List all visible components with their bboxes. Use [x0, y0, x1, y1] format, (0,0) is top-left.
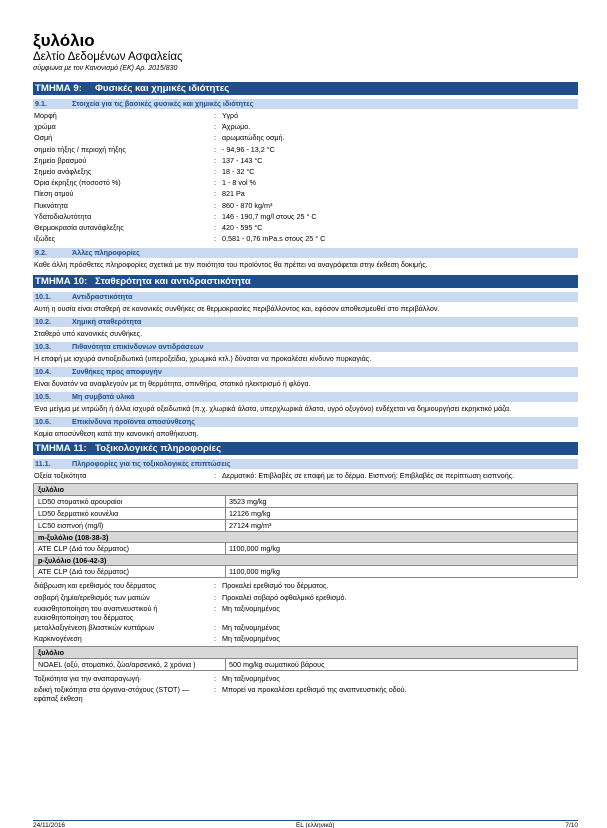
footer-date: 24/11/2016	[33, 822, 66, 828]
subsection-11-1: 11.1. Πληροφορίες για τις τοξικολογικές επιπτώσεις	[33, 459, 578, 469]
stability-list	[33, 292, 578, 438]
property-value: 146 - 190,7 mg/l στους 25 ° C	[222, 211, 317, 221]
table-cell-value: 1100,000 mg/kg	[229, 544, 281, 554]
property-label: Θερμοκρασία αυτανάφλεξης	[34, 222, 124, 232]
property-row: σημείο τήξης / περιοχή τήξης : - 94,96 - 13,2 °C	[33, 144, 578, 155]
property-value: αρωματώδης οσμή.	[222, 133, 285, 143]
document-subtitle: Δελτίο Δεδομένων Ασφαλείας	[33, 51, 183, 63]
property-label: Τοξικότητα για την αναπαραγωγή·	[34, 674, 142, 684]
table-group-m-xylene: m-ξυλόλιο (108-38-3)	[34, 531, 577, 542]
subsection-text: Αυτή η ουσία είναι σταθερή σε κανονικές συνθήκες σε θερμοκρασίες περιβάλλοντος και, εφόσον αποθεσμευθεί στο περιβάλλον.	[34, 304, 440, 314]
property-row: Υδατοδιαλυτότητα : 146 - 190,7 mg/l στους 25 ° C	[33, 211, 578, 222]
property-value: 860 - 870 kg/m³	[222, 200, 273, 210]
property-value: 137 - 143 °C	[222, 155, 263, 165]
subsection-text: Σταθερό υπό κανονικές συνθήκες.	[34, 329, 143, 339]
property-value: 420 - 595 °C	[222, 222, 263, 232]
property-value: Μη ταξινομημένος	[222, 634, 280, 643]
property-label: διάβρωση και ερεθισμός του δέρματος	[34, 581, 156, 591]
property-row: χρώμα : Άχρωμο.	[33, 121, 578, 132]
table-row	[34, 542, 577, 554]
property-value: Υγρό	[222, 111, 239, 120]
property-label: ευαισθητοποίηση του αναπνευστικού ή ευαισθητοποίηση του δέρματος	[34, 603, 158, 622]
property-row: ιξώδες : 0,581 - 0,76 mPa.s στους 25 ° C	[33, 233, 578, 244]
property-value: - 94,96 - 13,2 °C	[222, 144, 275, 154]
noael-table	[33, 646, 578, 671]
table-cell-label: LC50 εισπνοή (mg/l)	[34, 520, 226, 531]
property-row: Πίεση ατμού : 821 Pa	[33, 188, 578, 199]
subsection-10-1: 10.1. Αντιδραστικότητα	[33, 292, 578, 302]
property-value: Μπορεί να προκαλέσει ερεθισμό της αναπνευστικής οδού.	[222, 685, 407, 695]
property-label: ιξώδες	[34, 234, 56, 244]
property-row: ευαισθητοποίηση του αναπνευστικού ή ευαισθητοποίηση του δέρματος : Μη ταξινομημένος	[33, 603, 578, 622]
property-label: χρώμα	[34, 122, 56, 132]
table-cell-value: 500 mg/kg σωματικού βάρους	[229, 660, 325, 670]
property-row: Οσμή : αρωματώδης οσμή.	[33, 132, 578, 143]
property-label: Πίεση ατμού	[34, 189, 74, 199]
property-label: Σημείο βρασμού	[34, 155, 87, 165]
property-label: Υδατοδιαλυτότητα	[34, 211, 92, 221]
table-cell-value: 27124 mg/m³	[229, 521, 272, 531]
property-value: Μη ταξινομημένος	[222, 674, 280, 684]
property-row: Τοξικότητα για την αναπαραγωγή· : Μη ταξινομημένος	[33, 673, 578, 684]
toxicity-properties-list	[33, 580, 578, 644]
table-row	[34, 519, 577, 531]
section-11-header: ΤΜΗΜΑ 11: Τοξικολογικές πληροφορίες	[33, 442, 578, 455]
acute-toxicity-row: Οξεία τοξικότητα : Δερματικό: Επιβλαβές σε επαφή με το δέρμα. Εισπνοή: Επιβλαβές σε περίπτωση εισπνοής.	[34, 471, 515, 481]
table-group-p-xylene: p-ξυλόλιο (106-42-3)	[34, 554, 577, 565]
subsection-10-6: 10.6. Επικίνδυνα προϊόντα αποσύνθεσης	[33, 417, 578, 427]
property-label: Μορφή	[34, 111, 57, 120]
document-body	[33, 79, 578, 703]
property-label: Οσμή	[34, 133, 53, 143]
table-row	[34, 565, 577, 577]
property-value: Προκαλεί σοβαρό οφθαλμικό ερεθισμό.	[222, 592, 347, 602]
toxicity-table	[33, 483, 578, 578]
table-row	[34, 495, 577, 507]
property-label: Σημείο ανάφλεξης	[34, 166, 92, 176]
property-value: 1 - 8 vol %	[222, 178, 256, 188]
table-cell-value: 12126 mg/kg	[229, 509, 271, 519]
regulation-line: σύμφωνα με τον Κανονισμό (ΕΚ) Αρ. 2015/830	[33, 65, 178, 72]
product-title: ξυλόλιο	[33, 31, 95, 50]
table-cell-value: 3523 mg/kg	[229, 497, 267, 507]
property-value: Άχρωμο.	[222, 122, 251, 132]
subsection-10-2: 10.2. Χημική σταθερότητα	[33, 317, 578, 327]
document-header	[33, 31, 183, 74]
property-row: Όρια έκρηξης (ποσοστό %) : 1 - 8 vol %	[33, 177, 578, 188]
property-value: Μη ταξινομημένος	[222, 603, 280, 613]
subsection-10-4: 10.4. Συνθήκες προς αποφυγήν	[33, 367, 578, 377]
property-row: μεταλλαξιγένεση βλαστικών κυττάρων : Μη ταξινομημένος	[33, 622, 578, 633]
subsection-text: Είναι δυνατόν να αναφλεγούν με τη θερμότητα, σπινθήρα, στατικό ηλεκτρισμό ή φλόγα.	[34, 379, 311, 389]
table-cell-label: LD50 στοματικό αρουραίοι	[34, 496, 226, 507]
table-cell-label: ATE CLP (Διά του δέρματος)	[34, 566, 226, 577]
table-group-xylene: ξυλόλιο	[34, 484, 577, 495]
subsection-text: Η επαφή με ισχυρά αντιοξειδωτικά (υπεροξείδια, χρωμικά κτλ.) δύναται να προκαλέσει κίνδυνο πυρκαγιάς.	[34, 354, 372, 364]
property-label: ειδική τοξικότητα στα όργανα-στόχους (STOT) — εφάπαξ έκθεση	[34, 685, 190, 704]
property-row: Σημείο ανάφλεξης : 18 - 32 °C	[33, 166, 578, 177]
subsection-text: Καμία αποσύνθεση κατά την κανονική αποθήκευση.	[34, 429, 199, 439]
property-value: 821 Pa	[222, 189, 245, 199]
property-row: Θερμοκρασία αυτανάφλεξης : 420 - 595 °C	[33, 222, 578, 233]
subsection-10-5: 10.5. Μη συμβατά υλικά	[33, 392, 578, 402]
property-row: Καρκινογένεση : Μη ταξινομημένος	[33, 633, 578, 644]
subsection-9-1: 9.1. Στοιχεία για τις βασικές φυσικές και χημικές ιδιότητες	[33, 99, 578, 109]
section-10-header: ΤΜΗΜΑ 10: Σταθερότητα και αντιδραστικότητα	[33, 275, 578, 288]
property-row: Πυκνότητα : 860 - 870 kg/m³	[33, 200, 578, 211]
table-cell-value: 1100,000 mg/kg	[229, 567, 281, 577]
property-value: 18 - 32 °C	[222, 166, 255, 176]
property-row: διάβρωση και ερεθισμός του δέρματος : Προκαλεί ερεθισμό του δέρματος.	[33, 580, 578, 591]
footer-page: 7/10	[565, 822, 578, 828]
section-9-header: ΤΜΗΜΑ 9: Φυσικές και χημικές ιδιότητες	[33, 82, 578, 95]
toxicity-properties-list-2	[33, 673, 578, 703]
table-cell-label: LD50 δερματικό κουνέλια	[34, 508, 226, 519]
property-row: ειδική τοξικότητα στα όργανα-στόχους (STOT) — εφάπαξ έκθεση : Μπορεί να προκαλέσει ερεθισμό της αναπνευστικής οδού.	[33, 684, 578, 703]
property-row: Σημείο βρασμού : 137 - 143 °C	[33, 155, 578, 166]
other-info-text: Καθε άλλη πρόσθετες πληροφορίες σχετικά με την ποιότητα του προϊόντος θα πρέπει να αναγράφεται στην έκθεση δοκιμής.	[34, 260, 428, 270]
property-label: σοβαρή ζημία/ερεθισμός των ματιών	[34, 592, 150, 602]
page-footer	[33, 820, 578, 828]
subsection-9-2: 9.2. Άλλες πληροφορίες	[33, 248, 578, 258]
table-cell-label: ATE CLP (Διά του δέρματος)	[34, 543, 226, 554]
property-label: σημείο τήξης / περιοχή τήξης	[34, 144, 126, 154]
property-label: μεταλλαξιγένεση βλαστικών κυττάρων	[34, 622, 155, 632]
table-cell-label: NOAEL (οξύ, στοματικό, ζώο/αρσενικό, 2 χρόνια )	[34, 659, 226, 670]
property-value: 0,581 - 0,76 mPa.s στους 25 ° C	[222, 234, 326, 244]
property-value: Μη ταξινομημένος	[222, 622, 280, 632]
property-row: σοβαρή ζημία/ερεθισμός των ματιών : Προκαλεί σοβαρό οφθαλμικό ερεθισμό.	[33, 592, 578, 603]
table-row	[34, 507, 577, 519]
property-label: Πυκνότητα	[34, 200, 68, 210]
subsection-10-3: 10.3. Πιθανότητα επικίνδυνων αντιδράσεων	[33, 342, 578, 352]
subsection-text: Ένα μείγμα με νιτρώδη ή άλλα ισχυρά οξειδωτικά (π.χ. χλωρικά άλατα, υπερχλωρικά άλατα, υγρό οξυγόνο) ενδέχεται να δημιουργήσει εκρηκτικό μάζα.	[34, 404, 512, 414]
table-row	[34, 658, 577, 670]
physical-properties-list	[33, 110, 578, 244]
table-group-xylene: ξυλόλιο	[34, 647, 577, 658]
property-label: Καρκινογένεση	[34, 634, 82, 643]
footer-language: EL (ελληνικά)	[295, 822, 335, 828]
property-label: Όρια έκρηξης (ποσοστό %)	[34, 178, 121, 188]
property-row: Μορφή : Υγρό	[33, 110, 578, 121]
property-value: Προκαλεί ερεθισμό του δέρματος.	[222, 581, 329, 591]
